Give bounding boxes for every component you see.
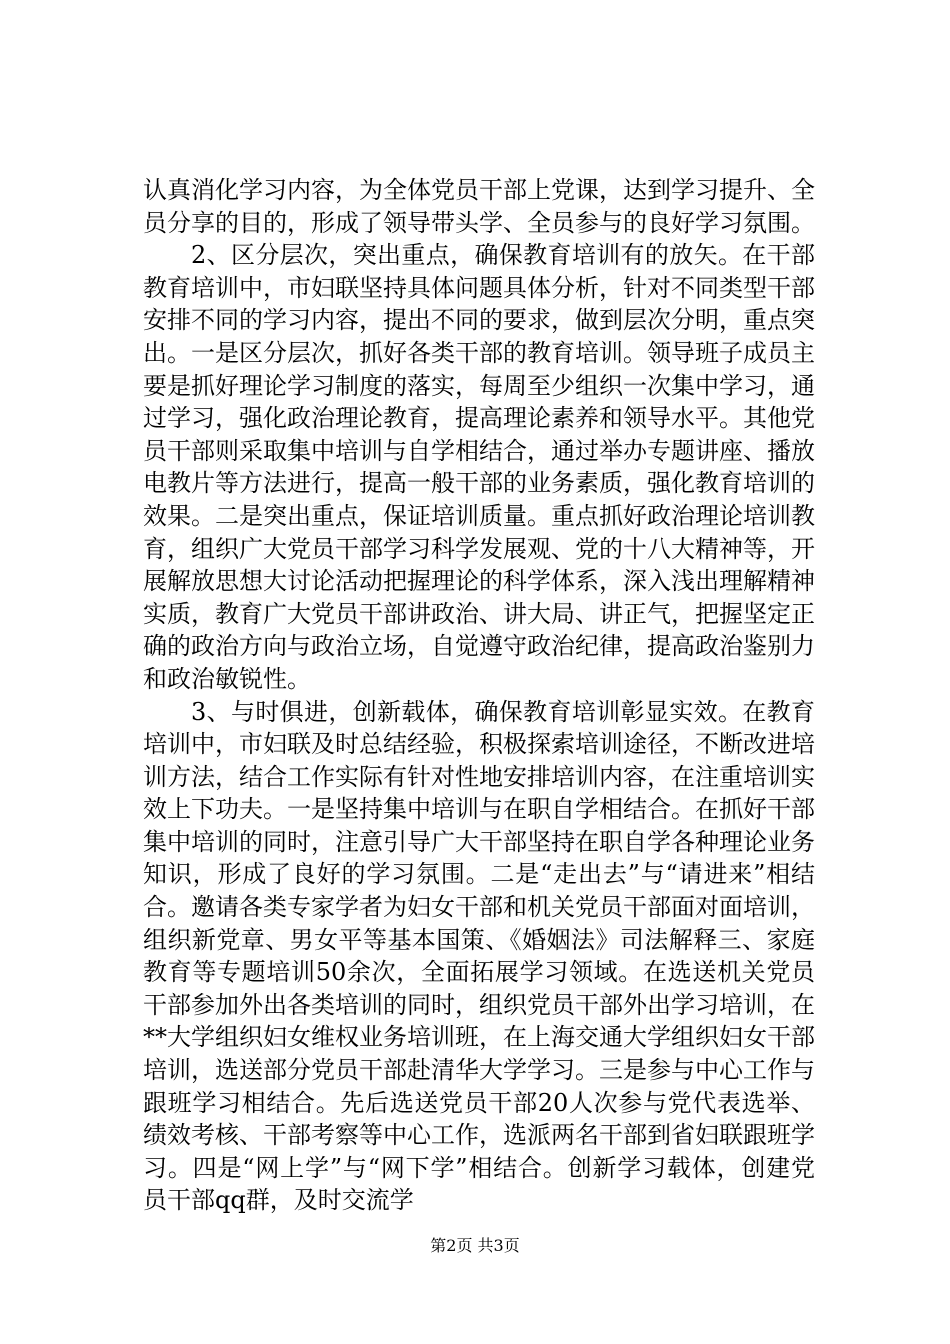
document-body — [143, 174, 815, 1217]
paragraph-3: 3、与时俱进，创新载体，确保教育培训彰显实效。在教育培训中，市妇联及时总结经验，积极探索培训途径，不断改进培训方法，结合工作实际有针对性地安排培训内容，在注重培训实效上下功夫。一是坚持集中培训与在职自学相结合。在抓好干部集中培训的同时，注意引导广大干部坚持在职自学各种理论业务知识，形成了良好的学习氛围。二是“走出去”与“请进来”相结合。邀请各类专家学者为妇女干部和机关党员干部面对面培训，组织新党章、男女平等基本国策、《婚姻法》司法解释三、家庭教育等专题培训50余次，全面拓展学习领域。在选送机关党员干部参加外出各类培训的同时，组织党员干部外出学习培训，在**大学组织妇女维权业务培训班，在上海交通大学组织妇女干部培训，选送部分党员干部赴清华大学学习。三是参与中心工作与跟班学习相结合。先后选送党员干部20人次参与党代表选举、绩效考核、干部考察等中心工作，选派两名干部到省妇联跟班学习。四是“网上学”与“网下学”相结合。创新学习载体，创建党员干部qq群，及时交流学 — [143, 697, 815, 1215]
paragraph-2: 2、区分层次，突出重点，确保教育培训有的放矢。在干部教育培训中，市妇联坚持具体问题具体分析，针对不同类型干部安排不同的学习内容，提出不同的要求，做到层次分明，重点突出。一是区分层次，抓好各类干部的教育培训。领导班子成员主要是抓好理论学习制度的落实，每周至少组织一次集中学习，通过学习，强化政治理论教育，提高理论素养和领导水平。其他党员干部则采取集中培训与自学相结合，通过举办专题讲座、播放电教片等方法进行，提高一般干部的业务素质，强化教育培训的效果。二是突出重点，保证培训质量。重点抓好政治理论培训教育，组织广大党员干部学习科学发展观、党的十八大精神等，开展解放思想大讨论活动把握理论的科学体系，深入浅出理解精神实质，教育广大党员干部讲政治、讲大局、讲正气，把握坚定正确的政治方向与政治立场，自觉遵守政治纪律，提高政治鉴别力和政治敏锐性。 — [143, 241, 815, 693]
paragraph-1: 认真消化学习内容，为全体党员干部上党课，达到学习提升、全员分享的目的，形成了领导带头学、全员参与的良好学习氛围。 — [143, 176, 815, 237]
page-number: 第2页 共3页 — [430, 1236, 520, 1255]
page-footer — [0, 1236, 950, 1256]
